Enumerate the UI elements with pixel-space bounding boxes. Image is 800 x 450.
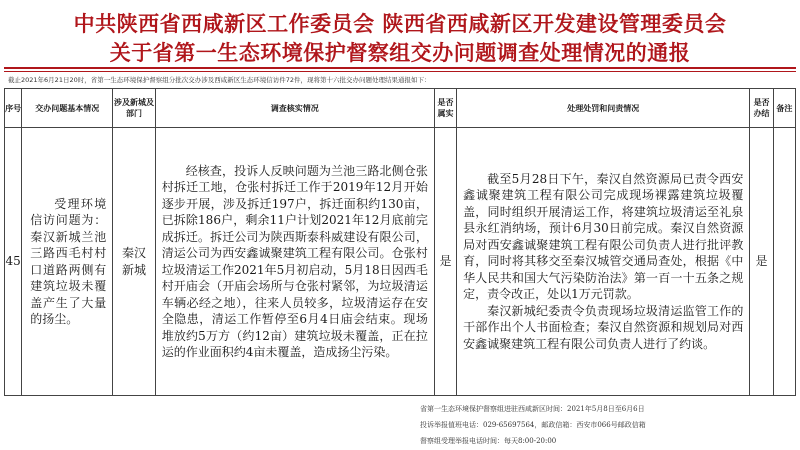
cell-no: 45 xyxy=(5,128,22,396)
table-header-row xyxy=(5,89,796,128)
report-table xyxy=(4,88,796,396)
cell-verification xyxy=(155,128,434,396)
intro-note: 截止2021年6月21日20时，省第一生态环境保护督察组分批次交办涉及西咸新区生态环境信访件72件，现将第十六批交办问题处理结果通报如下： xyxy=(8,76,431,84)
table-row xyxy=(5,128,796,396)
verification-text: 经核查，投诉人反映问题为兰池三路北侧仓张村拆迁工地，仓张村拆迁工作于2019年12月开始逐步开展，涉及拆迁197户，拆迁面积约130亩，已拆除186户，剩余11户计划2021年12月底前完成拆迁。拆迁公司为陕西斯泰科威建设有限公司，清运公司为西安鑫诚聚建筑工程有限公司。仓张村垃圾清运工作2021年5月初启动，5月18日因西毛村开庙会（开庙会场所与仓张村紧邻，为垃圾清运车辆必经之地），往来人员较多，垃圾清运存在安全隐患，清运工作暂停至6月4日庙会结束。现场堆放约5万方（约12亩）建筑垃圾未覆盖，正在拉运的作业面积约4亩未覆盖，造成扬尘污染。 xyxy=(161,163,428,359)
footer-contact: 投诉举报值班电话：029-65697564，邮政信箱：西安市066号邮政信箱 xyxy=(420,421,646,429)
header-no: 序号 xyxy=(5,89,22,128)
cell-region: 秦汉新城 xyxy=(113,128,155,396)
header-remark: 备注 xyxy=(773,89,795,128)
cell-done: 是 xyxy=(750,128,773,396)
report-title-line-2: 关于省第一生态环境保护督察组交办问题调查处理情况的通报 xyxy=(109,40,691,65)
red-divider-thick xyxy=(4,67,796,69)
cell-basic-info xyxy=(22,128,113,396)
cell-handling xyxy=(457,128,750,396)
header-handling: 处理处罚和问责情况 xyxy=(457,89,750,128)
cell-remark xyxy=(773,128,795,396)
footer-hours: 督察组受理举报电话时间：每天8:00-20:00 xyxy=(420,437,557,445)
header-is-real: 是否属实 xyxy=(434,89,456,128)
basic-info-text: 受理环境信访问题为：秦汉新城兰池三路西毛村村口道路两侧有建筑垃圾未覆盖产生了大量的扬尘。 xyxy=(30,196,107,326)
report-title-line-1: 中共陕西省西咸新区工作委员会 陕西省西咸新区开发建设管理委员会 xyxy=(73,11,727,36)
handling-paragraph-2: 秦汉新城纪委责令负责现场垃圾清运监管工作的干部作出个人书面检查；秦汉自然资源和规划局对西安鑫诚聚建筑工程有限公司负责人进行了约谈。 xyxy=(463,303,744,351)
cell-is-real: 是 xyxy=(434,128,456,396)
red-divider-thin xyxy=(4,71,796,72)
footer-period: 省第一生态环境保护督察组进驻西咸新区时间：2021年5月8日至6月6日 xyxy=(420,405,645,413)
header-basic-info: 交办问题基本情况 xyxy=(22,89,113,128)
header-done: 是否办结 xyxy=(750,89,773,128)
header-verification: 调查核实情况 xyxy=(155,89,434,128)
handling-paragraph-1: 截至5月28日下午，秦汉自然资源局已责令西安鑫诚聚建筑工程有限公司完成现场裸露建筑垃圾覆盖，同时组织开展清运工作，将建筑垃圾清运至礼泉县永红消纳场，预计6月30日前完成。秦汉自然资源局对西安鑫诚聚建筑工程有限公司负责人进行批评教育，同时将其移交至秦汉城管交通局查处，根据《中华人民共和国大气污染防治法》第一百一十五条之规定，责令改正，处以1万元罚款。 xyxy=(463,171,744,302)
header-region: 涉及新城及部门 xyxy=(113,89,155,128)
